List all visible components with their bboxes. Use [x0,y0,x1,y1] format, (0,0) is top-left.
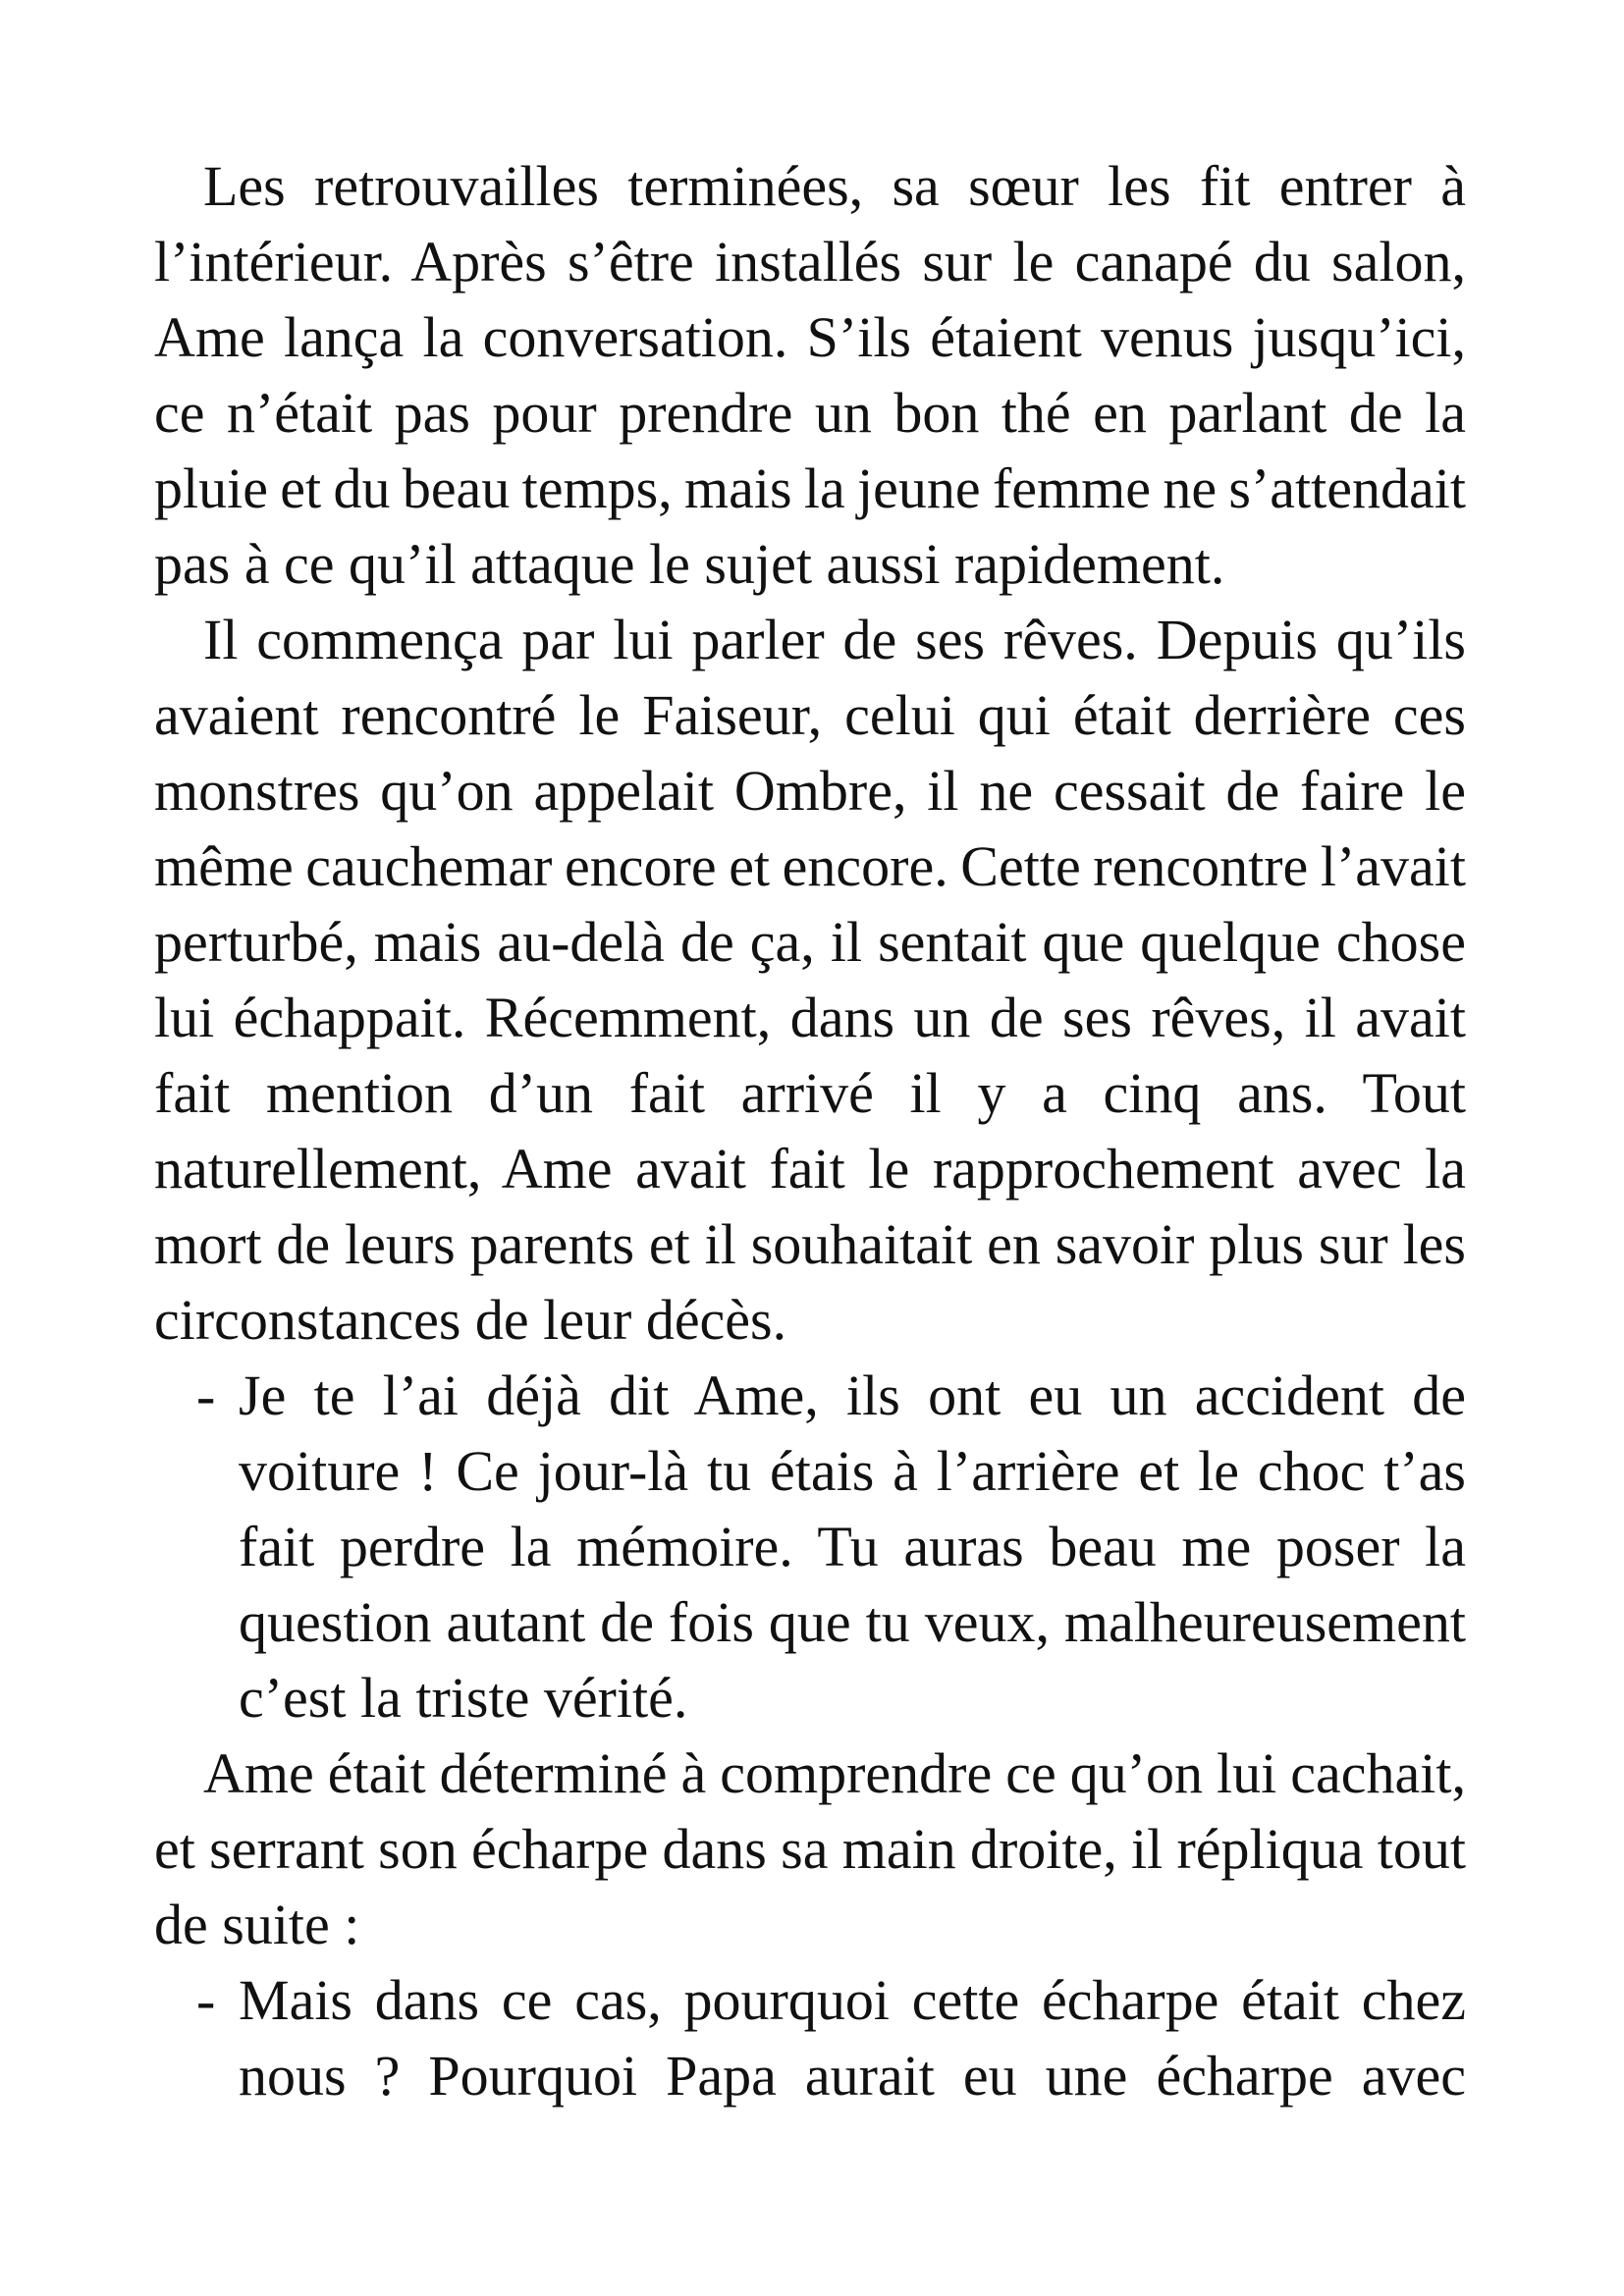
text-line: même cauchemar encore et encore. Cette rencontre l’avait [154,834,1466,898]
dialogue-block [154,1358,1466,1735]
paragraph [154,1735,1466,1962]
text-line: Mais dans ce cas, pourquoi cette écharpe était chez [239,1968,1466,2032]
dialogue-dash: - [196,1968,216,2032]
text-line: Les retrouvailles terminées, sa sœur les fit entrer à [203,154,1466,218]
dialogue-dash: - [196,1363,216,1427]
paragraph [154,602,1466,1358]
text-line: avaient rencontré le Faiseur, celui qui était derrière ces [154,683,1466,747]
text-line: voiture ! Ce jour-là tu étais à l’arrière et le choc t’as [239,1439,1466,1503]
text-line: pluie et du beau temps, mais la jeune femme ne s’attendait [154,456,1466,520]
text-line: et serrant son écharpe dans sa main droite, il répliqua tout [154,1817,1466,1881]
text-line: circonstances de leur décès. [154,1288,787,1352]
text-line: question autant de fois que tu veux, malheureusement [239,1590,1466,1654]
text-line: lui échappait. Récemment, dans un de ses rêves, il avait [154,986,1466,1049]
text-line: Ame était déterminé à comprendre ce qu’on lui cachait, [203,1741,1466,1805]
text-line: l’intérieur. Après s’être installés sur le canapé du salon, [154,230,1466,294]
text-line: ce n’était pas pour prendre un bon thé en parlant de la [154,381,1466,445]
text-line: fait perdre la mémoire. Tu auras beau me poser la [239,1515,1466,1578]
text-line: fait mention d’un fait arrivé il y a cinq ans. Tout [154,1061,1466,1125]
text-line: mort de leurs parents et il souhaitait en savoir plus sur les [154,1212,1466,1276]
text-line: monstres qu’on appelait Ombre, il ne cessait de faire le [154,759,1466,823]
paragraph [154,148,1466,602]
text-line: c’est la triste vérité. [239,1666,688,1730]
text-line: perturbé, mais au-delà de ça, il sentait que quelque chose [154,910,1466,974]
text-line: de suite : [154,1893,360,1956]
text-line: pas à ce qu’il attaque le sujet aussi rapidement. [154,532,1225,596]
text-line: naturellement, Ame avait fait le rapprochement avec la [154,1137,1466,1201]
text-line: Je te l’ai déjà dit Ame, ils ont eu un accident de [239,1363,1466,1427]
text-line: Il commença par lui parler de ses rêves. Depuis qu’ils [203,608,1466,671]
text-line: Ame lança la conversation. S’ils étaient venus jusqu’ici, [154,305,1466,369]
dialogue-block [154,1962,1466,2113]
body-text [154,148,1466,2113]
text-line: nous ? Pourquoi Papa aurait eu une écharpe avec [239,2044,1466,2108]
